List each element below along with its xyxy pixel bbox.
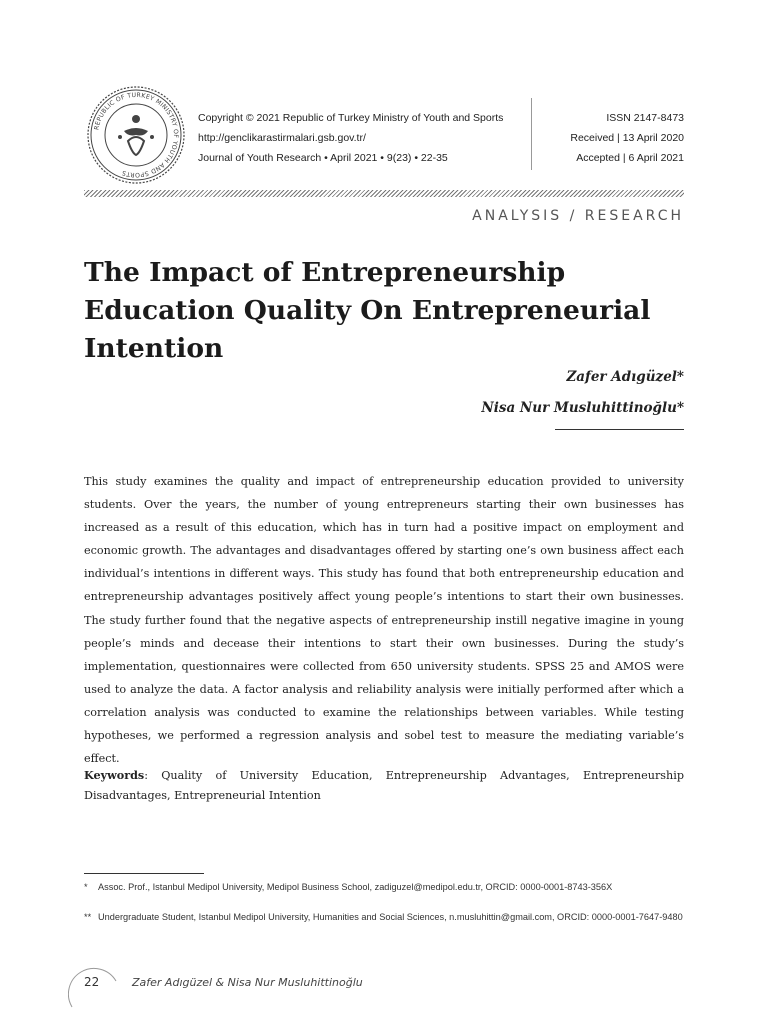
footnote-mark: **: [84, 912, 92, 922]
footnote-text: Assoc. Prof., Istanbul Medipol University, Medipol Business School, zadiguzel@medipol.edu.tr, ORCID: 0000-0001-8743-356X: [98, 882, 613, 892]
journal-url-link[interactable]: http://genclikarastirmalari.gsb.gov.tr/: [198, 132, 366, 144]
hatched-divider: [84, 190, 684, 197]
header-divider: [531, 98, 532, 170]
page-number: 22: [84, 975, 100, 989]
received-date: Received | 13 April 2020: [570, 132, 684, 144]
footnote-divider: [84, 873, 204, 874]
keywords: [84, 765, 684, 806]
copyright-line: Copyright © 2021 Republic of Turkey Ministry of Youth and Sports: [198, 112, 504, 124]
footnote-2: [84, 911, 684, 924]
footnote-text: Undergraduate Student, Istanbul Medipol University, Humanities and Social Sciences, n.musluhittin@gmail.com, ORCID: 0000-0001-7647-9480: [98, 912, 683, 922]
header-info: [198, 108, 503, 168]
section-label: ANALYSIS / RESEARCH: [472, 208, 684, 224]
running-head: Zafer Adıgüzel & Nisa Nur Musluhittinoğlu: [132, 976, 363, 989]
header-dates: [570, 108, 684, 168]
keywords-label: Keywords: [84, 768, 145, 782]
accepted-date: Accepted | 6 April 2021: [576, 152, 684, 164]
footnote-1: [84, 881, 684, 894]
footnote-mark: *: [84, 882, 88, 892]
ministry-seal-logo: [86, 85, 186, 185]
keywords-list: : Quality of University Education, Entrepreneurship Advantages, Entrepreneurship Disadvantages, Entrepreneurial Intention: [84, 769, 684, 802]
abstract-text: This study examines the quality and impact of entrepreneurship education provided to university students. Over the years, the number of young entrepreneurs starting their own businesses has increased as a result of this education, which has in turn had a positive impact on employment and economic growth. The advantages and disadvantages offered by starting one’s own business affect each individual’s intentions in different ways. This study has found that both entrepreneurship education and entrepreneurship advantages positively affect young people’s intentions to start their own businesses. The study further found that the negative aspects of entrepreneurship instill negative imagine in young people’s minds and decease their intentions to start their own businesses. During the study’s implementation, questionnaires were collected from 650 university students. SPSS 25 and AMOS were used to analyze the data. A factor analysis and reliability analysis were initially performed after which a correlation analysis was conducted to examine the relationships between variables. While testing hypotheses, we performed a regression analysis and sobel test to measure the mediating variable’s effect.: [84, 475, 684, 766]
author-1: Zafer Adıgüzel*: [566, 369, 684, 385]
issn: ISSN 2147-8473: [606, 112, 684, 124]
author-divider: [555, 429, 684, 430]
svg-text:REPUBLIC OF TURKEY MINISTRY OF: REPUBLIC OF TURKEY MINISTRY OF YOUTH AND SPORTS: [93, 91, 180, 179]
journal-citation: Journal of Youth Research • April 2021 • 9(23) • 22-35: [198, 152, 448, 164]
author-2: Nisa Nur Musluhittinoğlu*: [481, 400, 684, 416]
article-title: The Impact of Entrepreneurship Education Quality On Entrepreneurial Intention: [84, 257, 651, 364]
